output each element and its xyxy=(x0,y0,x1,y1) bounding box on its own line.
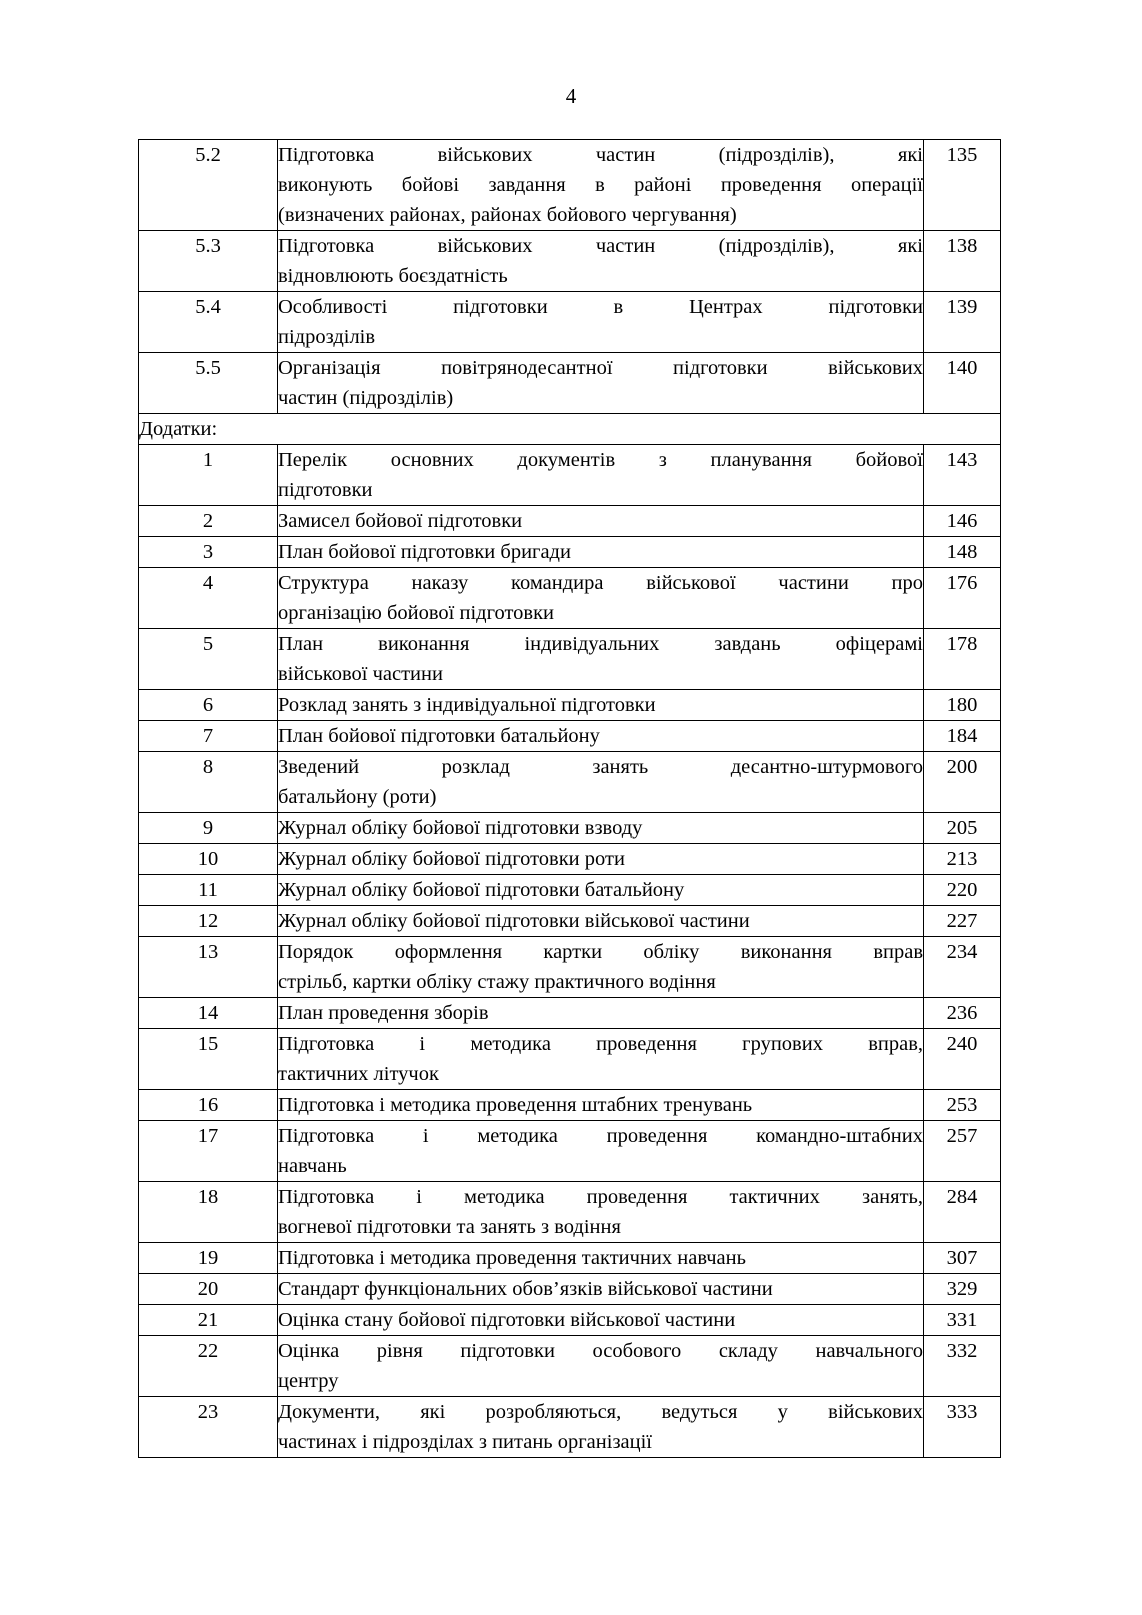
entry-title xyxy=(278,752,924,813)
entry-page-number: 180 xyxy=(924,690,1001,721)
entry-page-number: 138 xyxy=(924,231,1001,292)
entry-title-line: навчань xyxy=(278,1155,347,1177)
entry-page-number: 284 xyxy=(924,1182,1001,1243)
table-row xyxy=(139,937,1001,998)
entry-title xyxy=(278,1305,924,1336)
entry-number: 20 xyxy=(139,1274,278,1305)
table-row xyxy=(139,813,1001,844)
entry-title xyxy=(278,231,924,292)
entry-number: 18 xyxy=(139,1182,278,1243)
entry-page-number: 253 xyxy=(924,1090,1001,1121)
entry-title-line: Стандарт функціональних обов’язків військової частини xyxy=(278,1278,773,1300)
table-row xyxy=(139,506,1001,537)
entry-page-number: 135 xyxy=(924,140,1001,231)
entry-title-line: Оцінка стану бойової підготовки військової частини xyxy=(278,1309,736,1331)
entry-title-line: План проведення зборів xyxy=(278,1002,489,1024)
entry-title xyxy=(278,629,924,690)
entry-title-line: План бойової підготовки батальйону xyxy=(278,725,600,747)
entry-title xyxy=(278,445,924,506)
entry-title-line: Підготовка і методика проведення групових вправ, xyxy=(278,1033,923,1055)
table-of-contents xyxy=(138,139,1001,1458)
entry-title-line: організацію бойової підготовки xyxy=(278,602,555,624)
entry-title-line: План виконання індивідуальних завдань офіцерамі xyxy=(278,633,923,655)
entry-title xyxy=(278,1090,924,1121)
entry-number: 15 xyxy=(139,1029,278,1090)
entry-number: 23 xyxy=(139,1397,278,1458)
entry-title-line: Особливості підготовки в Центрах підготовки xyxy=(278,296,923,318)
entry-number: 17 xyxy=(139,1121,278,1182)
entry-title-line: центру xyxy=(278,1370,339,1392)
entry-page-number: 178 xyxy=(924,629,1001,690)
entry-number: 10 xyxy=(139,844,278,875)
entry-title-line: військової частини xyxy=(278,663,443,685)
entry-page-number: 140 xyxy=(924,353,1001,414)
entry-title xyxy=(278,906,924,937)
table-row xyxy=(139,231,1001,292)
entry-page-number: 213 xyxy=(924,844,1001,875)
section-label: Додатки: xyxy=(139,414,1001,445)
entry-title-line: тактичних літучок xyxy=(278,1063,439,1085)
table-row xyxy=(139,537,1001,568)
entry-title-line: Зведений розклад занять десантно-штурмового xyxy=(278,756,923,778)
entry-number: 21 xyxy=(139,1305,278,1336)
entry-title-line: відновлюють боєздатність xyxy=(278,265,508,287)
entry-number: 4 xyxy=(139,568,278,629)
entry-number: 19 xyxy=(139,1243,278,1274)
entry-title-line: вогневої підготовки та занять з водіння xyxy=(278,1216,621,1238)
table-body xyxy=(139,140,1001,1458)
entry-title-line: Перелік основних документів з планування бойової xyxy=(278,449,923,471)
entry-page-number: 307 xyxy=(924,1243,1001,1274)
table-row xyxy=(139,140,1001,231)
table-row xyxy=(139,906,1001,937)
entry-number: 3 xyxy=(139,537,278,568)
entry-title-line: Документи, які розробляються, ведуться у військових xyxy=(278,1401,923,1423)
entry-title-line: батальйону (роти) xyxy=(278,786,437,808)
entry-title xyxy=(278,537,924,568)
entry-page-number: 205 xyxy=(924,813,1001,844)
entry-title-line: Замисел бойової підготовки xyxy=(278,510,523,532)
table-row xyxy=(139,1029,1001,1090)
entry-title-line: План бойової підготовки бригади xyxy=(278,541,571,563)
page-number: 4 xyxy=(565,84,577,108)
entry-page-number: 220 xyxy=(924,875,1001,906)
entry-number: 14 xyxy=(139,998,278,1029)
table-row xyxy=(139,1243,1001,1274)
entry-title xyxy=(278,292,924,353)
entry-title-line: Підготовка і методика проведення тактичних навчань xyxy=(278,1247,746,1269)
entry-number: 7 xyxy=(139,721,278,752)
entry-page-number: 240 xyxy=(924,1029,1001,1090)
entry-number: 13 xyxy=(139,937,278,998)
entry-title-line: Журнал обліку бойової підготовки військової частини xyxy=(278,910,750,932)
entry-title-line: Підготовка і методика проведення командно-штабних xyxy=(278,1125,923,1147)
entry-page-number: 234 xyxy=(924,937,1001,998)
entry-number: 16 xyxy=(139,1090,278,1121)
table-row xyxy=(139,353,1001,414)
entry-page-number: 333 xyxy=(924,1397,1001,1458)
entry-title-line: підготовки xyxy=(278,479,373,501)
entry-page-number: 329 xyxy=(924,1274,1001,1305)
entry-title xyxy=(278,690,924,721)
entry-title xyxy=(278,844,924,875)
table-row xyxy=(139,998,1001,1029)
entry-number: 5.2 xyxy=(139,140,278,231)
entry-number: 5.4 xyxy=(139,292,278,353)
entry-title-line: Підготовка і методика проведення штабних тренувань xyxy=(278,1094,753,1116)
entry-title-line: частин (підрозділів) xyxy=(278,387,454,409)
table-section-row xyxy=(139,414,1001,445)
table-row xyxy=(139,629,1001,690)
entry-page-number: 227 xyxy=(924,906,1001,937)
entry-page-number: 331 xyxy=(924,1305,1001,1336)
entry-page-number: 200 xyxy=(924,752,1001,813)
entry-title xyxy=(278,506,924,537)
entry-title-line: виконують бойові завдання в районі проведення операції xyxy=(278,174,923,196)
entry-title xyxy=(278,1121,924,1182)
table-row xyxy=(139,1397,1001,1458)
table-row xyxy=(139,445,1001,506)
entry-title-line: Оцінка рівня підготовки особового складу навчального xyxy=(278,1340,923,1362)
entry-page-number: 176 xyxy=(924,568,1001,629)
entry-title xyxy=(278,998,924,1029)
entry-number: 5.3 xyxy=(139,231,278,292)
entry-title-line: Розклад занять з індивідуальної підготовки xyxy=(278,694,656,716)
table-row xyxy=(139,1182,1001,1243)
entry-title xyxy=(278,1029,924,1090)
entry-number: 5 xyxy=(139,629,278,690)
entry-number: 6 xyxy=(139,690,278,721)
entry-title-line: Підготовка військових частин (підрозділів), які xyxy=(278,144,923,166)
entry-page-number: 139 xyxy=(924,292,1001,353)
table-row xyxy=(139,721,1001,752)
entry-title-line: Підготовка військових частин (підрозділів), які xyxy=(278,235,923,257)
table-row xyxy=(139,1305,1001,1336)
entry-title-line: Журнал обліку бойової підготовки роти xyxy=(278,848,625,870)
entry-title xyxy=(278,813,924,844)
entry-title-line: Журнал обліку бойової підготовки взводу xyxy=(278,817,643,839)
entry-title xyxy=(278,1182,924,1243)
entry-number: 12 xyxy=(139,906,278,937)
table-row xyxy=(139,292,1001,353)
entry-title xyxy=(278,140,924,231)
table-row xyxy=(139,568,1001,629)
entry-title-line: Підготовка і методика проведення тактичних занять, xyxy=(278,1186,923,1208)
table-row xyxy=(139,1274,1001,1305)
entry-title xyxy=(278,937,924,998)
entry-title xyxy=(278,1274,924,1305)
entry-number: 5.5 xyxy=(139,353,278,414)
entry-number: 1 xyxy=(139,445,278,506)
table-row xyxy=(139,1121,1001,1182)
entry-title xyxy=(278,1397,924,1458)
entry-page-number: 148 xyxy=(924,537,1001,568)
entry-title-line: підрозділів xyxy=(278,326,376,348)
entry-page-number: 236 xyxy=(924,998,1001,1029)
table-row xyxy=(139,1336,1001,1397)
entry-number: 2 xyxy=(139,506,278,537)
entry-number: 22 xyxy=(139,1336,278,1397)
entry-title-line: Журнал обліку бойової підготовки батальйону xyxy=(278,879,685,901)
entry-title-line: Порядок оформлення картки обліку виконання вправ xyxy=(278,941,923,963)
table-row xyxy=(139,844,1001,875)
entry-title xyxy=(278,353,924,414)
table-row xyxy=(139,875,1001,906)
entry-page-number: 332 xyxy=(924,1336,1001,1397)
entry-title xyxy=(278,1336,924,1397)
entry-title xyxy=(278,1243,924,1274)
entry-number: 9 xyxy=(139,813,278,844)
entry-title-line: (визначених районах, районах бойового чергування) xyxy=(278,204,737,226)
table-row xyxy=(139,1090,1001,1121)
entry-page-number: 143 xyxy=(924,445,1001,506)
entry-page-number: 184 xyxy=(924,721,1001,752)
entry-title-line: стрільб, картки обліку стажу практичного водіння xyxy=(278,971,716,993)
entry-title-line: Організація повітрянодесантної підготовки військових xyxy=(278,357,923,379)
entry-number: 11 xyxy=(139,875,278,906)
entry-title xyxy=(278,568,924,629)
entry-page-number: 146 xyxy=(924,506,1001,537)
table-row xyxy=(139,752,1001,813)
table-row xyxy=(139,690,1001,721)
entry-title-line: Структура наказу командира військової частини про xyxy=(278,572,923,594)
entry-title-line: частинах і підрозділах з питань організації xyxy=(278,1431,653,1453)
entry-title xyxy=(278,721,924,752)
entry-page-number: 257 xyxy=(924,1121,1001,1182)
entry-title xyxy=(278,875,924,906)
entry-number: 8 xyxy=(139,752,278,813)
